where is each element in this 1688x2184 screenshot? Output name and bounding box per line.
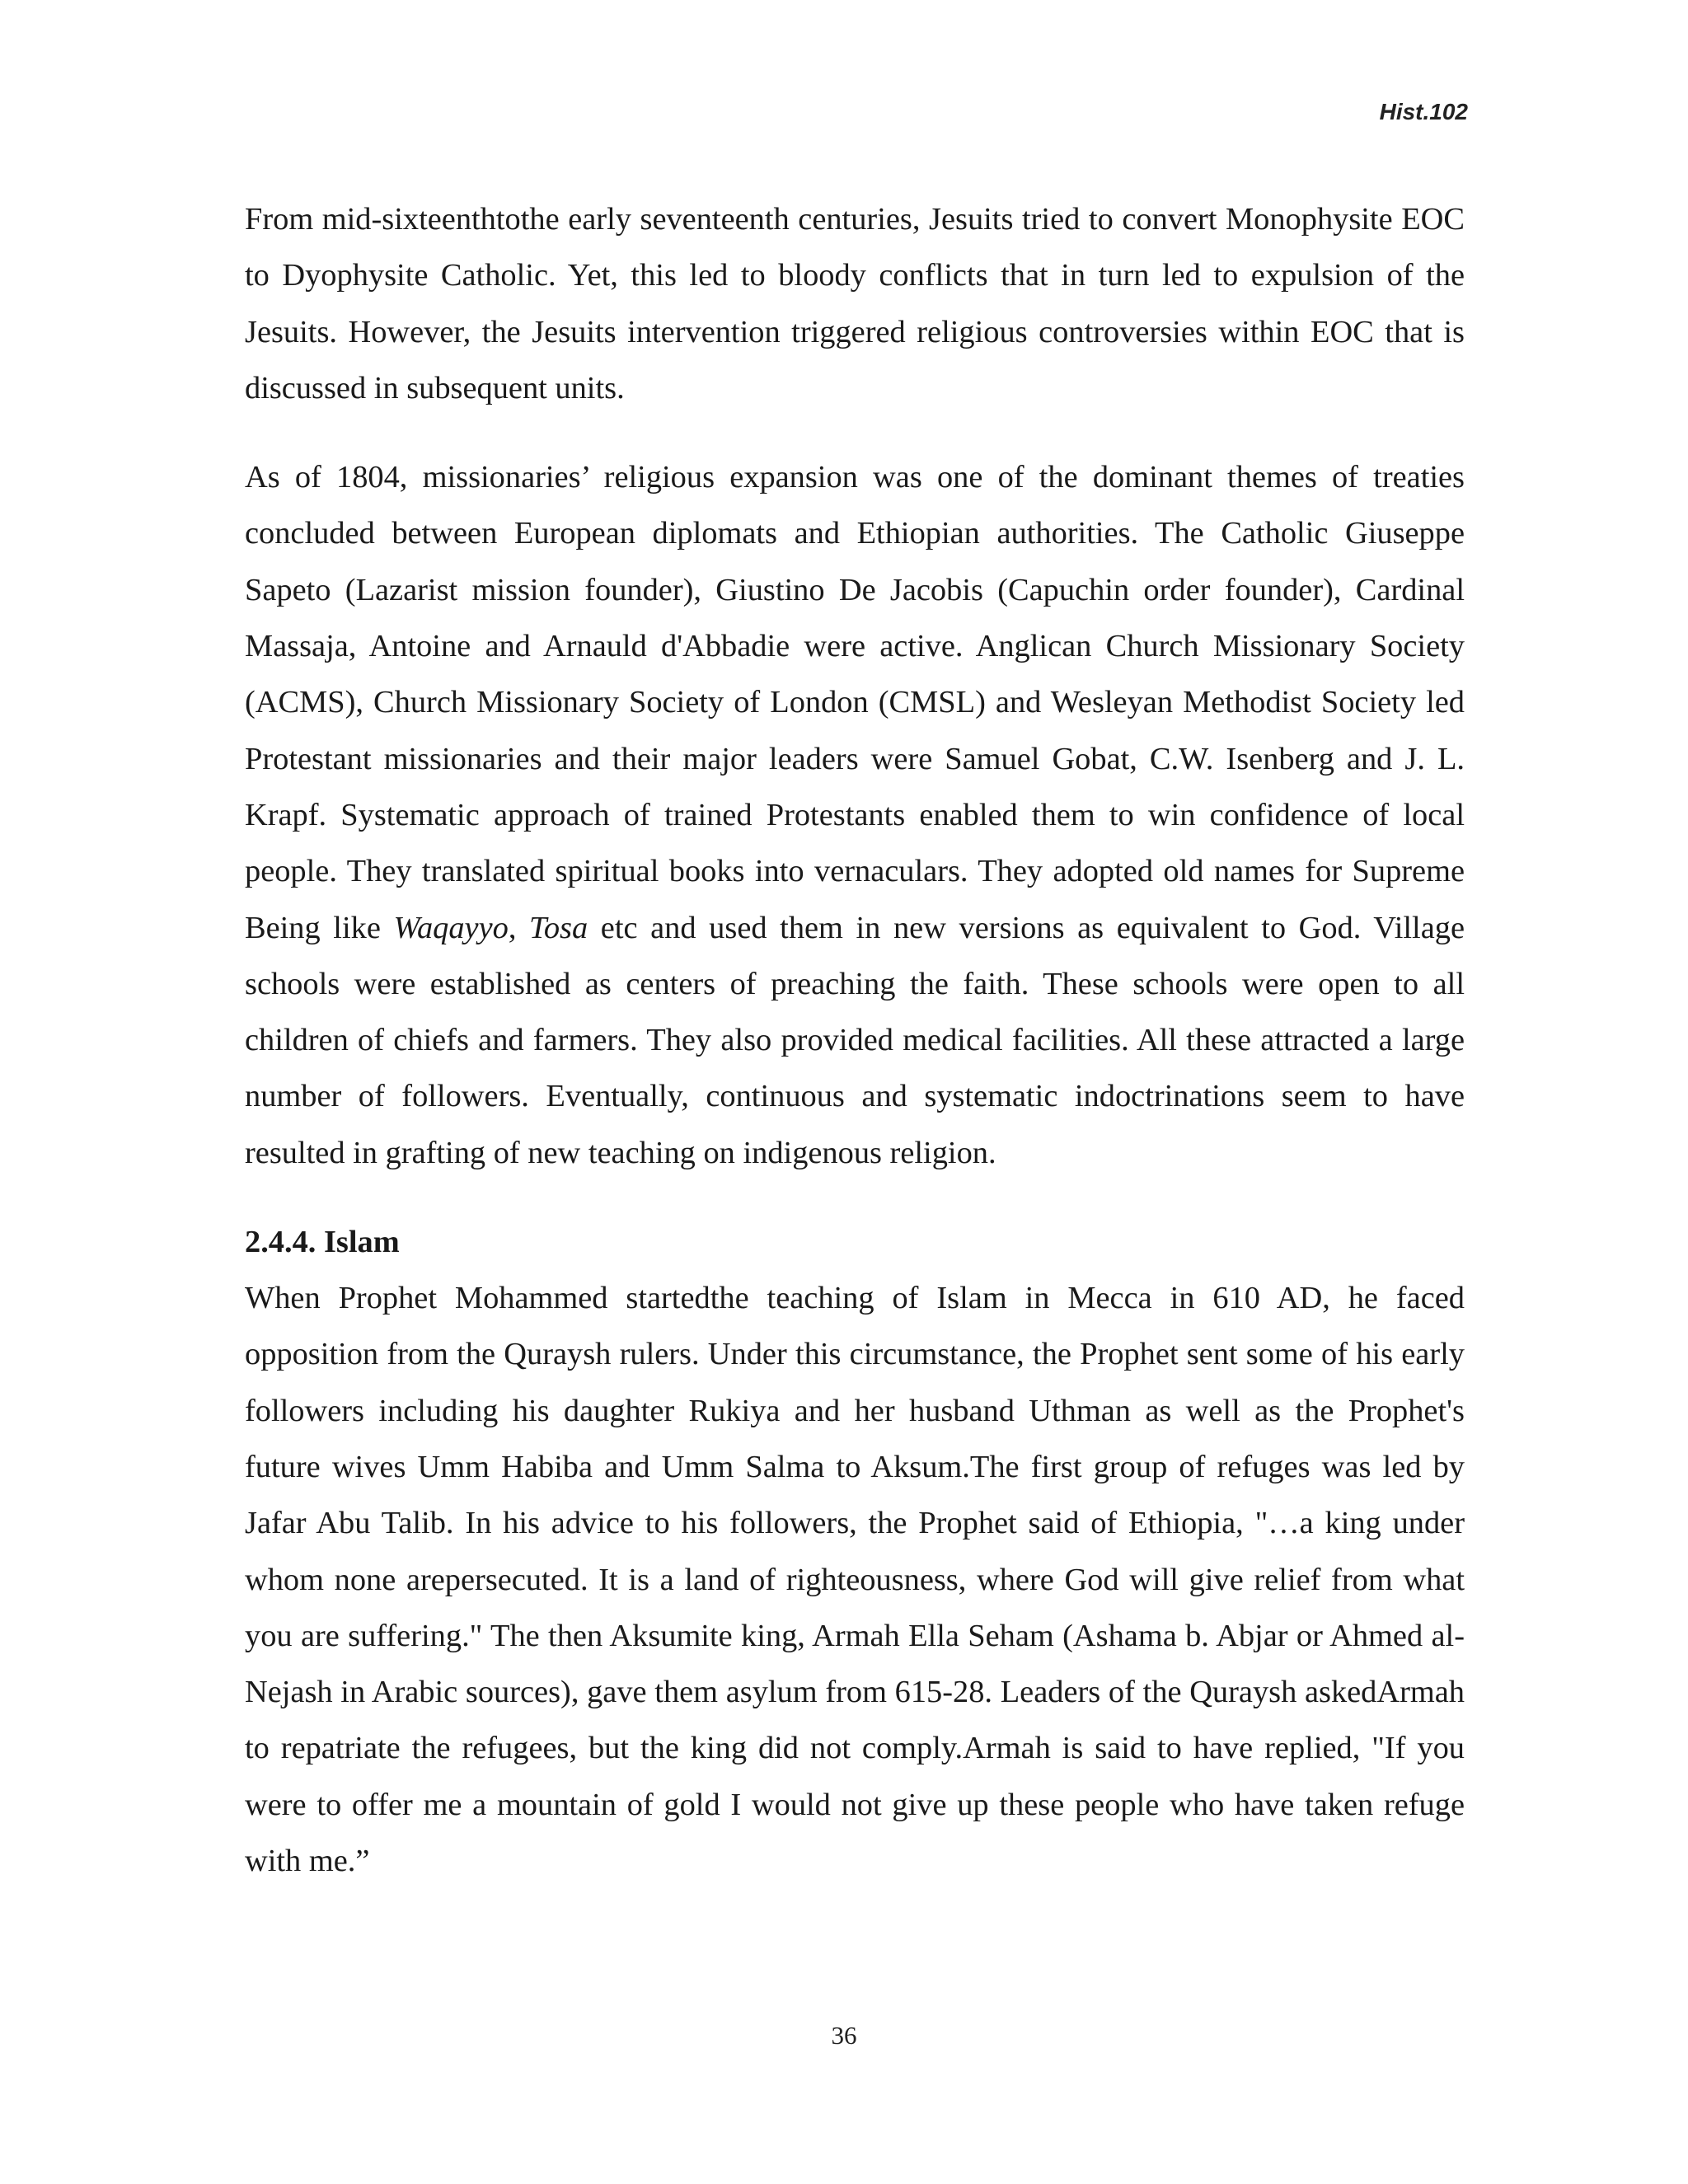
term-waqayyo: Waqayyo: [393, 910, 509, 945]
section-heading-islam: 2.4.4. Islam: [245, 1225, 400, 1260]
term-separator: ,: [508, 910, 530, 945]
term-tosa: Tosa: [529, 910, 588, 945]
page-number: 36: [831, 2021, 857, 2050]
paragraph-missionaries-text-2: etc and used them in new versions as equivalent to God. Village schools were established as centers of preaching the faith. These schools were open to all children of chiefs and farmers. They also provided medical facilities. All these attracted a large number of followers. Eventually, continuous and systematic indoctrinations seem to have resulted in grafting of new teaching on indigenous religion.: [245, 910, 1465, 1170]
paragraph-islam: When Prophet Mohammed startedthe teaching of Islam in Mecca in 610 AD, he faced opposition from the Quraysh rulers. Under this circumstance, the Prophet sent some of his early followers including his daughter Rukiya and her husband Uthman as well as the Prophet's future wives Umm Habiba and Umm Salma to Aksum.The first group of refuges was led by Jafar Abu Talib. In his advice to his followers, the Prophet said of Ethiopia, "…a king under whom none arepersecuted. It is a land of righteousness, where God will give relief from what you are suffering." The then Aksumite king, Armah Ella Seham (Ashama b. Abjar or Ahmed al-Nejash in Arabic sources), gave them asylum from 615-28. Leaders of the Quraysh askedArmah to repatriate the refugees, but the king did not comply.Armah is said to have replied, "If you were to offer me a mountain of gold I would not give up these people who have taken refuge with me.”: [245, 1281, 1465, 1879]
paragraph-jesuits: From mid-sixteenthtothe early seventeenth centuries, Jesuits tried to convert Monophysite EOC to Dyophysite Catholic. Yet, this led to bloody conflicts that in turn led to expulsion of the Jesuits. However, the Jesuits intervention triggered religious controversies within EOC that is discussed in subsequent units.: [245, 202, 1465, 405]
paragraph-missionaries: [245, 449, 1465, 1181]
paragraph-missionaries-text-1: As of 1804, missionaries’ religious expansion was one of the dominant themes of treaties concluded between European diplomats and Ethiopian authorities. The Catholic Giuseppe Sapeto (Lazarist mission founder), Giustino De Jacobis (Capuchin order founder), Cardinal Massaja, Antoine and Arnauld d'Abbadie were active. Anglican Church Missionary Society (ACMS), Church Missionary Society of London (CMSL) and Wesleyan Methodist Society led Protestant missionaries and their major leaders were Samuel Gobat, C.W. Isenberg and J. L. Krapf. Systematic approach of trained Protestants enabled them to win confidence of local people. They translated spiritual books into vernaculars. They adopted old names for Supreme Being like: [245, 460, 1465, 945]
body-text: [245, 191, 1465, 1889]
running-header: Hist.102: [1379, 99, 1468, 124]
